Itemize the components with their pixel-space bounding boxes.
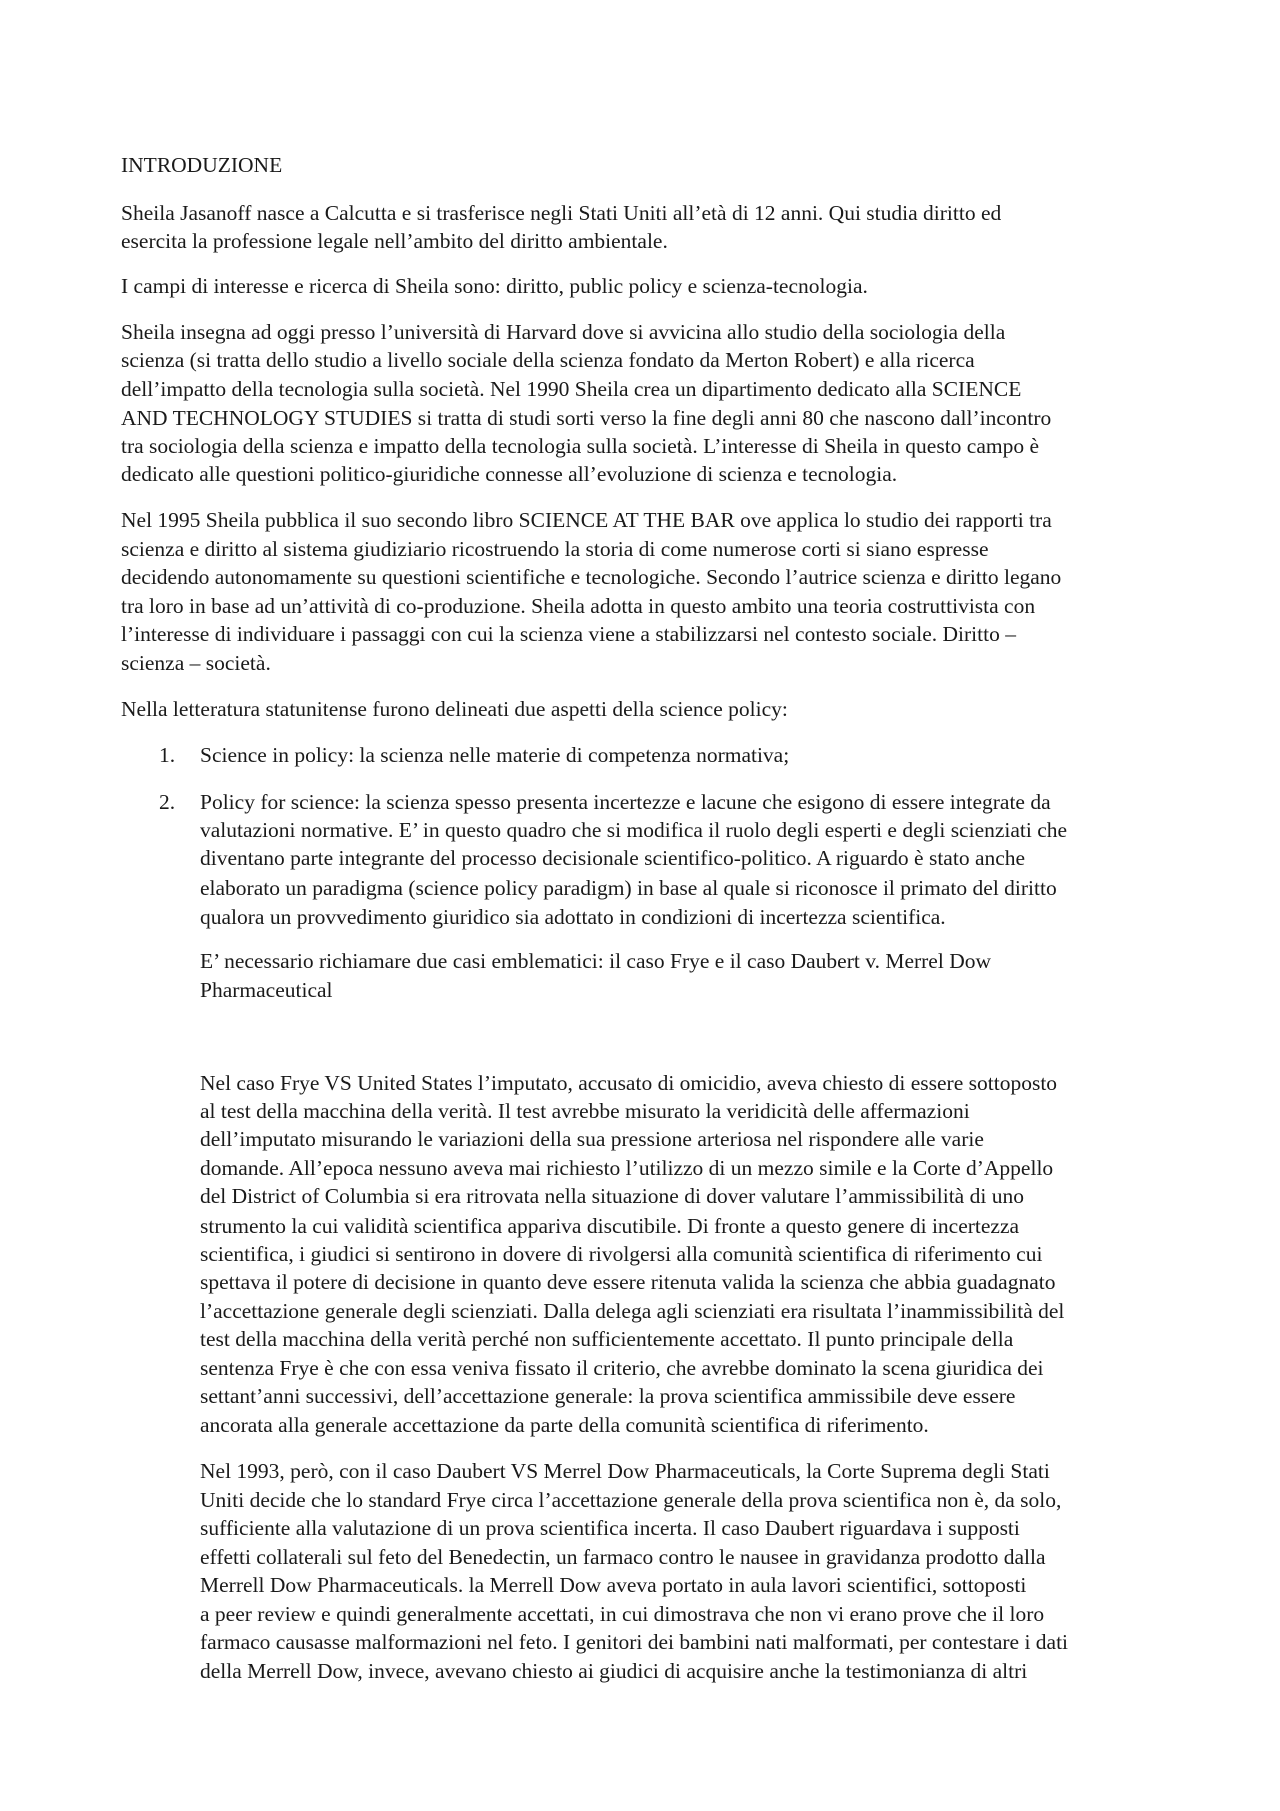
paragraph-line: tra sociologia della scienza e impatto della tecnologia sulla società. L’interesse di Sheila in questo campo è <box>121 434 1040 458</box>
paragraph-line: ancorata alla generale accettazione da parte della comunità scientifica di riferimento. <box>200 1413 929 1437</box>
paragraph-line: Pharmaceutical <box>200 978 333 1002</box>
paragraph-line: strumento la cui validità scientifica appariva discutibile. Di fronte a questo genere di incertezza <box>200 1214 1020 1238</box>
paragraph-line: l’interesse di individuare i passaggi con cui la scienza viene a stabilizzarsi nel contesto sociale. Diritto – <box>121 622 1016 646</box>
list-number: 1. <box>159 743 176 767</box>
paragraph-line: dell’imputato misurando le variazioni della sua pressione arteriosa nel rispondere alle varie <box>200 1127 984 1151</box>
paragraph-line: dedicato alle questioni politico-giuridiche connesse all’evoluzione di scienza e tecnologia. <box>121 462 898 486</box>
paragraph-line: AND TECHNOLOGY STUDIES si tratta di studi sorti verso la fine degli anni 80 che nascono dall’incontro <box>121 406 1052 430</box>
paragraph-line: test della macchina della verità perché non sufficientemente accettato. Il punto principale della <box>200 1327 1014 1351</box>
list-item-line: valutazioni normative. E’ in questo quadro che si modifica il ruolo degli esperti e degli scienziati che <box>200 818 1068 842</box>
paragraph-line: scientifica, i giudici si sentirono in dovere di rivolgersi alla comunità scientifica di riferimento cui <box>200 1242 1043 1266</box>
paragraph-line: Nella letteratura statunitense furono delineati due aspetti della science policy: <box>121 697 788 721</box>
paragraph-line: I campi di interesse e ricerca di Sheila sono: diritto, public policy e scienza-tecnologia. <box>121 274 868 298</box>
paragraph-line: del District of Columbia si era ritrovata nella situazione di dover valutare l’ammissibilità di uno <box>200 1184 1024 1208</box>
paragraph-line: al test della macchina della verità. Il test avrebbe misurato la veridicità delle affermazioni <box>200 1099 970 1123</box>
paragraph-line: decidendo autonomamente su questioni scientifiche e tecnologiche. Secondo l’autrice scienza e diritto legano <box>121 565 1062 589</box>
list-item-line: elaborato un paradigma (science policy paradigm) in base al quale si riconosce il primato del diritto <box>200 876 1057 900</box>
paragraph-line: Nel caso Frye VS United States l’imputato, accusato di omicidio, aveva chiesto di essere sottoposto <box>200 1071 1058 1095</box>
list-item-line: Science in policy: la scienza nelle materie di competenza normativa; <box>200 743 790 767</box>
paragraph-line: Nel 1993, però, con il caso Daubert VS Merrel Dow Pharmaceuticals, la Corte Suprema degli Stati <box>200 1459 1050 1483</box>
paragraph-line: Uniti decide che lo standard Frye circa l’accettazione generale della prova scientifica non è, da solo, <box>200 1488 1062 1512</box>
paragraph-line: E’ necessario richiamare due casi emblematici: il caso Frye e il caso Daubert v. Merrel Dow <box>200 949 991 973</box>
paragraph-line: spettava il potere di decisione in quanto deve essere ritenuta valida la scienza che abbia guadagnato <box>200 1270 1056 1294</box>
paragraph-line: sufficiente alla valutazione di un prova scientifica incerta. Il caso Daubert riguardava i supposti <box>200 1516 1020 1540</box>
paragraph-line: farmaco causasse malformazioni nel feto. I genitori dei bambini nati malformati, per contestare i dati <box>200 1630 1069 1654</box>
paragraph-line: domande. All’epoca nessuno aveva mai richiesto l’utilizzo di un mezzo simile e la Corte d’Appello <box>200 1156 1054 1180</box>
paragraph-line: l’accettazione generale degli scienziati. Dalla delega agli scienziati era risultata l’inammissibilità del <box>200 1299 1065 1323</box>
paragraph-line: effetti collaterali sul feto del Benedectin, un farmaco contro le nausee in gravidanza prodotto dalla <box>200 1545 1046 1569</box>
paragraph-line: esercita la professione legale nell’ambito del diritto ambientale. <box>121 229 668 253</box>
list-item-line: diventano parte integrante del processo decisionale scientifico-politico. A riguardo è stato anche <box>200 846 1026 870</box>
paragraph-line: Nel 1995 Sheila pubblica il suo secondo libro SCIENCE AT THE BAR ove applica lo studio dei rapporti tra <box>121 508 1052 532</box>
paragraph-line: Merrell Dow Pharmaceuticals. la Merrell Dow aveva portato in aula lavori scientifici, sottoposti <box>200 1573 1027 1597</box>
paragraph-line: settant’anni successivi, dell’accettazione generale: la prova scientifica ammissibile deve essere <box>200 1384 1016 1408</box>
paragraph-line: scienza – società. <box>121 651 271 675</box>
paragraph-line: tra loro in base ad un’attività di co-produzione. Sheila adotta in questo ambito una teoria costruttivista con <box>121 594 1036 618</box>
document-title: INTRODUZIONE <box>121 153 283 177</box>
paragraph-line: Sheila Jasanoff nasce a Calcutta e si trasferisce negli Stati Uniti all’età di 12 anni. Qui studia diritto ed <box>121 201 1002 225</box>
list-number: 2. <box>159 790 176 814</box>
paragraph-line: dell’impatto della tecnologia sulla società. Nel 1990 Sheila crea un dipartimento dedicato alla SCIENCE <box>121 377 1022 401</box>
paragraph-line: Sheila insegna ad oggi presso l’università di Harvard dove si avvicina allo studio della sociologia della <box>121 320 1006 344</box>
list-item-line: qualora un provvedimento giuridico sia adottato in condizioni di incertezza scientifica. <box>200 905 946 929</box>
paragraph-line: scienza (si tratta dello studio a livello sociale della scienza fondato da Merton Robert) e alla ricerca <box>121 348 975 372</box>
paragraph-line: della Merrell Dow, invece, avevano chiesto ai giudici di acquisire anche la testimonianza di altri <box>200 1659 1028 1683</box>
list-item-line: Policy for science: la scienza spesso presenta incertezze e lacune che esigono di essere integrate da <box>200 790 1051 814</box>
paragraph-line: a peer review e quindi generalmente accettati, in cui dimostrava che non vi erano prove che il loro <box>200 1602 1045 1626</box>
paragraph-line: sentenza Frye è che con essa veniva fissato il criterio, che avrebbe dominato la scena giuridica dei <box>200 1356 1044 1380</box>
paragraph-line: scienza e diritto al sistema giudiziario ricostruendo la storia di come numerose corti si siano espresse <box>121 537 989 561</box>
